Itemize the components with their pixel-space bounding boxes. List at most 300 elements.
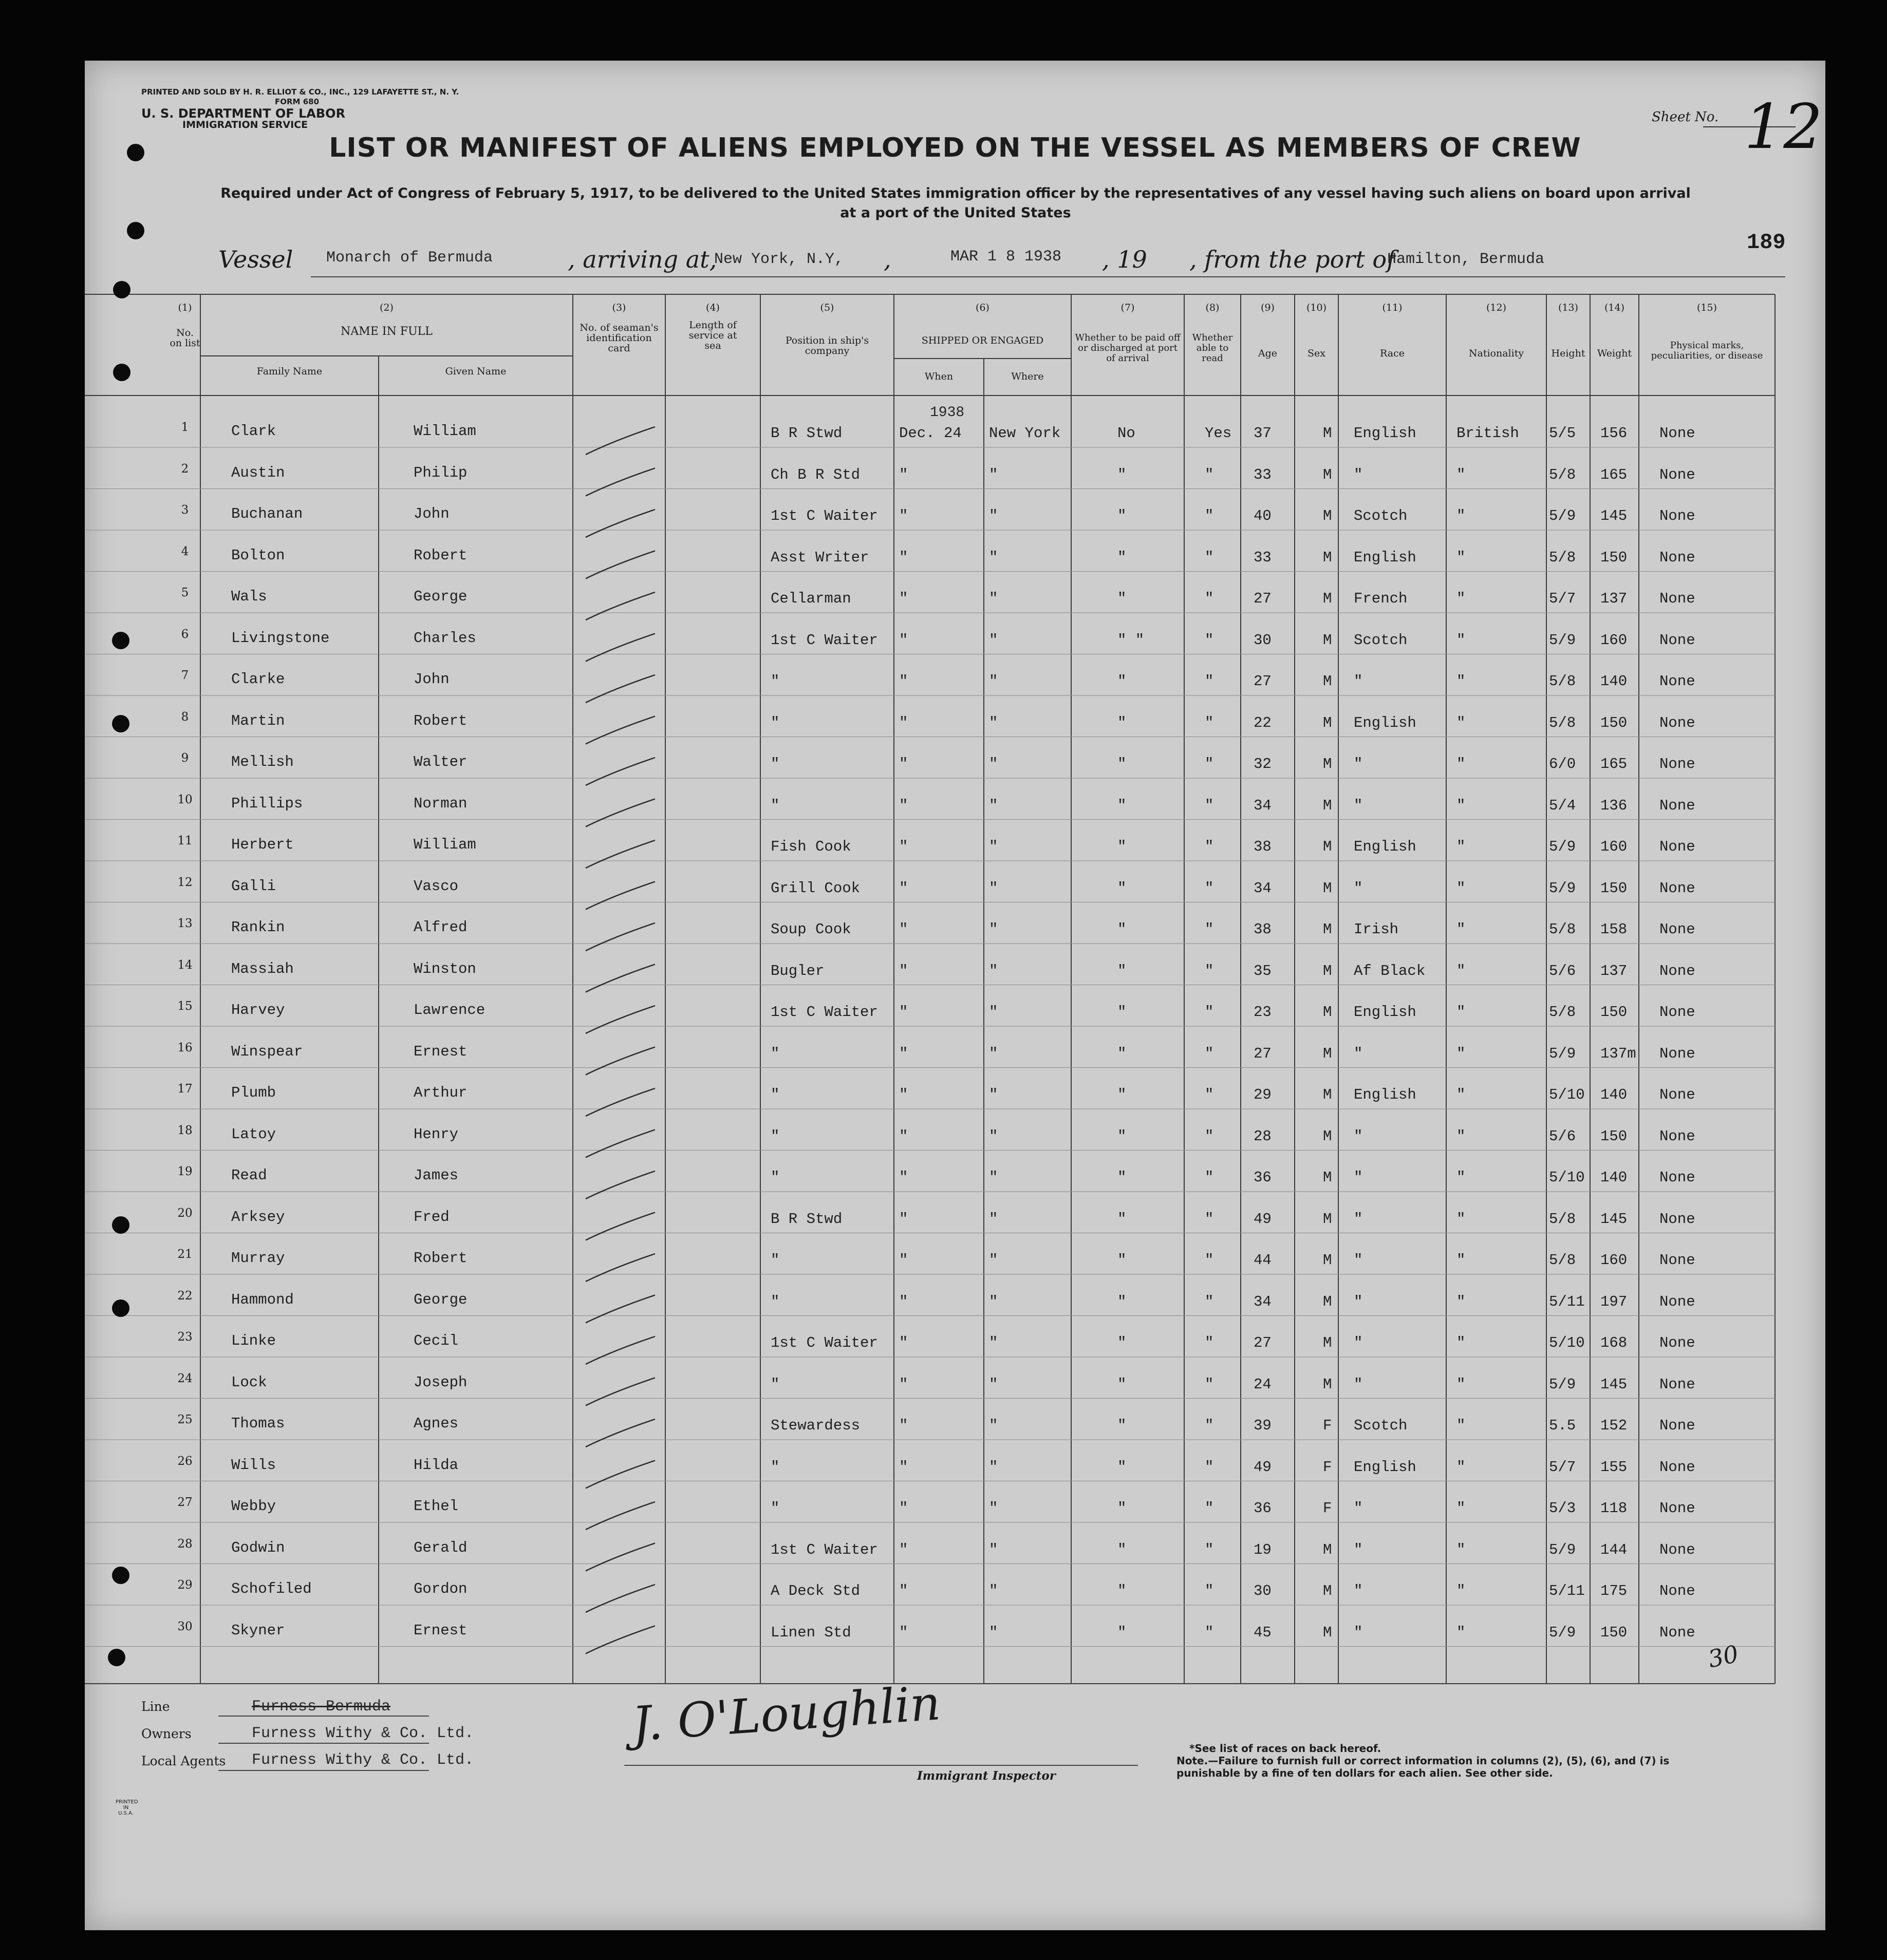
header-weight: Weight: [1597, 348, 1632, 359]
row-number: 19: [177, 1165, 193, 1178]
id-card-slash: [586, 1502, 655, 1530]
position: ": [771, 714, 780, 731]
paid-off: ": [1117, 1417, 1127, 1434]
height: 5/10: [1549, 1169, 1585, 1186]
row-number: 28: [177, 1537, 193, 1551]
paid-off: ": [1117, 838, 1127, 855]
race: French: [1354, 590, 1408, 607]
owners-value: Furness Withy & Co. Ltd.: [252, 1725, 474, 1742]
agents-rule: [218, 1770, 429, 1771]
family-name: Wills: [231, 1456, 276, 1474]
family-name: Thomas: [231, 1415, 285, 1432]
family-name: Rankin: [231, 919, 285, 936]
family-name: Martin: [231, 712, 285, 729]
row-number: 11: [177, 834, 193, 847]
position: ": [771, 1293, 780, 1310]
weight: 155: [1600, 1458, 1628, 1476]
row-number: 13: [177, 917, 193, 930]
weight: 150: [1600, 1004, 1628, 1021]
able-to-read: ": [1205, 797, 1214, 814]
sex: M: [1323, 1624, 1332, 1641]
weight: 145: [1600, 507, 1628, 524]
able-to-read: ": [1205, 1086, 1214, 1103]
owners-rule: [218, 1743, 429, 1744]
sex: M: [1323, 1127, 1332, 1145]
position: ": [771, 1458, 780, 1476]
given-name: Winston: [414, 960, 476, 977]
row-number: 10: [177, 793, 193, 806]
row-number: 20: [177, 1206, 193, 1220]
position: Fish Cook: [771, 838, 851, 855]
given-name: Norman: [414, 795, 468, 812]
col-num-5: (5): [820, 302, 834, 313]
paid-off: ": [1117, 1045, 1127, 1062]
line-value: Furness Bermuda: [252, 1698, 391, 1716]
row-number: 21: [177, 1248, 193, 1261]
weight: 158: [1600, 921, 1628, 938]
physical-marks: None: [1659, 921, 1695, 938]
family-name: Latoy: [231, 1125, 276, 1143]
nationality: ": [1456, 756, 1466, 772]
shipped-when: ": [899, 921, 908, 938]
sex: M: [1323, 1210, 1332, 1228]
able-to-read: Yes: [1205, 425, 1232, 442]
physical-marks: None: [1659, 549, 1695, 566]
id-card-slash: [586, 1378, 655, 1406]
shipped-where: ": [989, 507, 998, 524]
row-number: 23: [177, 1330, 193, 1344]
weight: 118: [1600, 1500, 1628, 1517]
given-name: Robert: [414, 712, 468, 729]
shipped-where: ": [989, 1582, 998, 1599]
sex: M: [1323, 1169, 1332, 1186]
age: 36: [1254, 1500, 1272, 1517]
family-name: Skyner: [231, 1622, 285, 1639]
row-number: 8: [181, 710, 189, 724]
shipped-when: ": [899, 1334, 908, 1351]
sex: M: [1323, 466, 1332, 483]
nationality: ": [1456, 714, 1466, 731]
col-num-13: (13): [1558, 302, 1578, 313]
shipped-when: ": [899, 1086, 908, 1103]
id-card-slash: [586, 758, 655, 785]
row-number: 4: [181, 544, 189, 558]
header-position: Position in ship's company: [785, 335, 869, 356]
row-number: 24: [177, 1371, 193, 1385]
vessel-name: Monarch of Bermuda: [326, 249, 493, 267]
given-name: Hilda: [414, 1456, 459, 1474]
able-to-read: ": [1205, 590, 1214, 607]
header-paid-off: Whether to be paid off or discharged at port of arrival: [1075, 332, 1181, 364]
line-label: Line: [141, 1699, 170, 1714]
agents-value: Furness Withy & Co. Ltd.: [252, 1751, 474, 1769]
given-name: Charles: [414, 629, 476, 647]
given-name: James: [414, 1167, 459, 1184]
col-num-12: (12): [1486, 302, 1506, 313]
row-number: 15: [177, 1000, 193, 1013]
able-to-read: ": [1205, 714, 1214, 731]
sex: M: [1323, 962, 1332, 979]
row-number: 22: [177, 1289, 193, 1303]
shipped-when: ": [899, 714, 908, 731]
corner-mark: 30: [1706, 1639, 1741, 1673]
shipped-when: ": [899, 590, 908, 607]
race: ": [1354, 1293, 1363, 1310]
height: 5/8: [1549, 714, 1576, 731]
race: Af Black: [1354, 962, 1426, 979]
able-to-read: ": [1205, 1334, 1214, 1351]
sex: M: [1323, 631, 1332, 649]
shipped-where: ": [989, 756, 998, 772]
col-num-6: (6): [976, 302, 989, 313]
row-number: 12: [177, 875, 193, 889]
shipped-when: ": [899, 838, 908, 855]
arriving-label: , arriving at,: [568, 246, 717, 273]
position: ": [771, 756, 780, 772]
age: 40: [1254, 507, 1272, 524]
physical-marks: None: [1659, 962, 1695, 979]
height: 5/8: [1549, 1004, 1576, 1021]
paid-off: ": [1117, 1541, 1127, 1558]
physical-marks: None: [1659, 507, 1695, 524]
height: 5/11: [1549, 1293, 1585, 1310]
race: ": [1354, 1624, 1363, 1641]
height: 5/6: [1549, 1127, 1576, 1145]
shipped-where: ": [989, 466, 998, 483]
nationality: ": [1456, 1417, 1466, 1434]
shipped-when: ": [899, 631, 908, 649]
shipped-when: ": [899, 673, 908, 690]
family-name: Buchanan: [231, 505, 303, 522]
weight: 165: [1600, 756, 1628, 772]
sex: M: [1323, 1004, 1332, 1021]
race: English: [1354, 714, 1416, 731]
position: ": [771, 1045, 780, 1062]
given-name: Vasco: [414, 877, 459, 895]
height: 5/9: [1549, 1624, 1576, 1641]
race: English: [1354, 1004, 1416, 1021]
id-card-slash: [586, 1130, 655, 1158]
nationality: ": [1456, 1004, 1466, 1021]
weight: 140: [1600, 1086, 1628, 1103]
sex: M: [1323, 879, 1332, 897]
able-to-read: ": [1205, 1293, 1214, 1310]
height: 6/0: [1549, 756, 1576, 772]
age: 45: [1254, 1624, 1272, 1641]
race: ": [1354, 673, 1363, 690]
header-length-service: Length of service at sea: [688, 319, 737, 351]
paid-off: ": [1117, 549, 1127, 566]
position: ": [771, 1252, 780, 1269]
shipped-where: ": [989, 631, 998, 649]
able-to-read: ": [1205, 838, 1214, 855]
given-name: Robert: [414, 546, 468, 564]
service-name: IMMIGRATION SERVICE: [182, 119, 308, 130]
shipped-when: ": [899, 1458, 908, 1476]
year-label: , 19: [1102, 246, 1147, 273]
age: 34: [1254, 1293, 1272, 1310]
id-card-slash: [586, 1171, 655, 1199]
position: ": [771, 1375, 780, 1393]
header-nationality: Nationality: [1468, 348, 1524, 359]
family-name: Webby: [231, 1498, 276, 1515]
weight: 175: [1600, 1582, 1628, 1599]
printed-mark: PRINTED IN U.S.A.: [116, 1799, 138, 1816]
able-to-read: ": [1205, 549, 1214, 566]
weight: 152: [1600, 1417, 1628, 1434]
sex: M: [1323, 1045, 1332, 1062]
date-stamp: MAR 1 8 1938: [950, 248, 1062, 266]
paid-off: ": [1117, 962, 1127, 979]
family-name: Wals: [231, 588, 267, 605]
height: 5/9: [1549, 631, 1576, 649]
family-name: Clarke: [231, 671, 285, 688]
from-port: Hamilton, Bermuda: [1387, 251, 1545, 268]
weight: 150: [1600, 1624, 1628, 1641]
header-height: Height: [1551, 348, 1585, 359]
physical-marks: None: [1659, 1169, 1695, 1186]
race: ": [1354, 1045, 1363, 1062]
able-to-read: ": [1205, 1417, 1214, 1434]
height: 5/9: [1549, 838, 1576, 855]
age: 34: [1254, 797, 1272, 814]
physical-marks: None: [1659, 1582, 1695, 1599]
age: 28: [1254, 1127, 1272, 1145]
id-card-slash: [586, 1295, 655, 1323]
given-name: George: [414, 588, 468, 605]
shipped-where: ": [989, 549, 998, 566]
owners-label: Owners: [141, 1726, 192, 1741]
form-number: FORM 680: [275, 97, 320, 106]
family-name: Massiah: [231, 960, 294, 977]
given-name: Fred: [414, 1208, 450, 1226]
col-num-3: (3): [612, 302, 626, 313]
fine-note: Note.—Failure to furnish full or correct information in columns (2), (5), (6), and (7) is punishable by a fine of ten dollars for each alien. See other side.: [1176, 1755, 1670, 1779]
col-num-9: (9): [1261, 302, 1275, 313]
position: Ch B R Std: [771, 466, 861, 483]
id-card-slash: [586, 1626, 655, 1654]
sex: M: [1323, 425, 1332, 442]
height: 5/9: [1549, 507, 1576, 524]
height: 5/8: [1549, 1252, 1576, 1269]
shipped-where: New York: [989, 425, 1061, 442]
id-card-slash: [586, 675, 655, 703]
physical-marks: None: [1659, 1127, 1695, 1145]
nationality: ": [1456, 838, 1466, 855]
age: 35: [1254, 962, 1272, 979]
height: 5/11: [1549, 1582, 1585, 1599]
id-card-slash: [586, 840, 655, 868]
sex: F: [1323, 1458, 1332, 1476]
race: English: [1354, 425, 1416, 442]
row-number: 9: [181, 751, 189, 765]
age: 22: [1254, 714, 1272, 731]
able-to-read: ": [1205, 1458, 1214, 1476]
sex: M: [1323, 1375, 1332, 1393]
row-number: 7: [181, 669, 189, 682]
nationality: ": [1456, 797, 1466, 814]
nationality: ": [1456, 1086, 1466, 1103]
row-number: 6: [181, 627, 189, 641]
paid-off: ": [1117, 1169, 1127, 1186]
race: ": [1354, 466, 1363, 483]
weight: 137: [1600, 590, 1628, 607]
height: 5/8: [1549, 1210, 1576, 1228]
page-stamp: 189: [1747, 230, 1786, 255]
sex: M: [1323, 797, 1332, 814]
given-name: Ernest: [414, 1622, 468, 1639]
height: 5/9: [1549, 1045, 1576, 1062]
race: ": [1354, 879, 1363, 897]
physical-marks: None: [1659, 425, 1695, 442]
race: ": [1354, 756, 1363, 772]
col-num-2: (2): [380, 302, 394, 313]
given-name: Ernest: [414, 1043, 468, 1060]
position: ": [771, 1086, 780, 1103]
col-num-11: (11): [1382, 302, 1403, 313]
race: Scotch: [1354, 1417, 1408, 1434]
position: ": [771, 673, 780, 690]
weight: 156: [1600, 425, 1628, 442]
family-name: Hammond: [231, 1291, 294, 1308]
row-number: 14: [177, 958, 193, 972]
age: 30: [1254, 631, 1272, 649]
age: 39: [1254, 1417, 1272, 1434]
physical-marks: None: [1659, 1293, 1695, 1310]
position: A Deck Std: [771, 1582, 861, 1599]
binder-hole: [112, 632, 129, 649]
id-card-slash: [586, 1088, 655, 1116]
family-name: Herbert: [231, 836, 294, 853]
nationality: ": [1456, 1293, 1466, 1310]
row-number: 5: [181, 586, 189, 599]
nationality: British: [1456, 425, 1519, 442]
nationality: ": [1456, 962, 1466, 979]
weight: 165: [1600, 466, 1628, 483]
age: 24: [1254, 1375, 1272, 1393]
header-age: Age: [1258, 348, 1278, 359]
position: Cellarman: [771, 590, 851, 607]
col-num-10: (10): [1306, 302, 1326, 313]
shipped-where: ": [989, 1334, 998, 1351]
header-physical: Physical marks, peculiarities, or disease: [1651, 340, 1763, 361]
family-name: Austin: [231, 464, 285, 481]
able-to-read: ": [1205, 1541, 1214, 1558]
age: 29: [1254, 1086, 1272, 1103]
printer-text: PRINTED AND SOLD BY H. R. ELLIOT & CO., INC., 129 LAFAYETTE ST., N. Y.: [141, 87, 459, 97]
shipped-where: ": [989, 1045, 998, 1062]
family-name: Harvey: [231, 1002, 285, 1019]
shipped-where: ": [989, 1127, 998, 1145]
shipped-where: ": [989, 1210, 998, 1228]
shipped-when: ": [899, 756, 908, 772]
nationality: ": [1456, 879, 1466, 897]
paid-off: ": [1117, 921, 1127, 938]
shipped-where: ": [989, 1624, 998, 1641]
paid-off: ": [1117, 466, 1127, 483]
able-to-read: ": [1205, 1004, 1214, 1021]
physical-marks: None: [1659, 466, 1695, 483]
height: 5/4: [1549, 797, 1576, 814]
row-number: 26: [177, 1454, 193, 1468]
paid-off: ": [1117, 590, 1127, 607]
family-name: Phillips: [231, 795, 303, 812]
row-number: 1: [181, 421, 189, 434]
able-to-read: ": [1205, 1169, 1214, 1186]
id-card-slash: [586, 1254, 655, 1281]
physical-marks: None: [1659, 673, 1695, 690]
line-rule: [218, 1716, 429, 1717]
shipped-where: ": [989, 1500, 998, 1517]
height: 5.5: [1549, 1417, 1576, 1434]
id-card-slash: [586, 634, 655, 662]
able-to-read: ": [1205, 673, 1214, 690]
position: ": [771, 1169, 780, 1186]
paid-off: ": [1117, 797, 1127, 814]
height: 5/6: [1549, 962, 1576, 979]
able-to-read: ": [1205, 1624, 1214, 1641]
shipped-where: ": [989, 673, 998, 690]
weight: 160: [1600, 1252, 1628, 1269]
family-name: Bolton: [231, 546, 285, 564]
weight: 145: [1600, 1375, 1628, 1393]
col-num-1: (1): [178, 302, 192, 313]
able-to-read: ": [1205, 1375, 1214, 1393]
row-number: 2: [181, 462, 189, 476]
height: 5/10: [1549, 1086, 1585, 1103]
given-name: Walter: [414, 753, 468, 770]
physical-marks: None: [1659, 1334, 1695, 1351]
paid-off: ": [1117, 756, 1127, 772]
shipped-where: ": [989, 1252, 998, 1269]
able-to-read: ": [1205, 466, 1214, 483]
physical-marks: None: [1659, 838, 1695, 855]
id-card-slash: [586, 1047, 655, 1075]
arrival-port: New York, N.Y,: [714, 251, 844, 268]
shipped-where: ": [989, 879, 998, 897]
age: 49: [1254, 1458, 1272, 1476]
height: 5/9: [1549, 879, 1576, 897]
position: Asst Writer: [771, 549, 869, 566]
family-name: Galli: [231, 877, 276, 895]
race: English: [1354, 549, 1416, 566]
family-name: Murray: [231, 1250, 285, 1267]
physical-marks: None: [1659, 797, 1695, 814]
age: 44: [1254, 1252, 1272, 1269]
id-card-slash: [586, 923, 655, 951]
age: 38: [1254, 921, 1272, 938]
weight: 197: [1600, 1293, 1628, 1310]
weight: 168: [1600, 1334, 1628, 1351]
sex: F: [1323, 1417, 1332, 1434]
age: 37: [1254, 425, 1272, 442]
shipped-when: ": [899, 1210, 908, 1228]
family-name: Winspear: [231, 1043, 303, 1060]
shipped-where: ": [989, 1293, 998, 1310]
col-num-14: (14): [1604, 302, 1624, 313]
height: 5/8: [1549, 673, 1576, 690]
family-name: Plumb: [231, 1084, 276, 1101]
height: 5/9: [1549, 1375, 1576, 1393]
weight: 136: [1600, 797, 1628, 814]
physical-marks: None: [1659, 1417, 1695, 1434]
sheet-number: 12: [1744, 91, 1823, 163]
header-when: When: [924, 371, 954, 382]
position: Linen Std: [771, 1624, 851, 1641]
given-name: Ethel: [414, 1498, 459, 1515]
paid-off: ": [1117, 714, 1127, 731]
header-where: Where: [1011, 371, 1044, 382]
